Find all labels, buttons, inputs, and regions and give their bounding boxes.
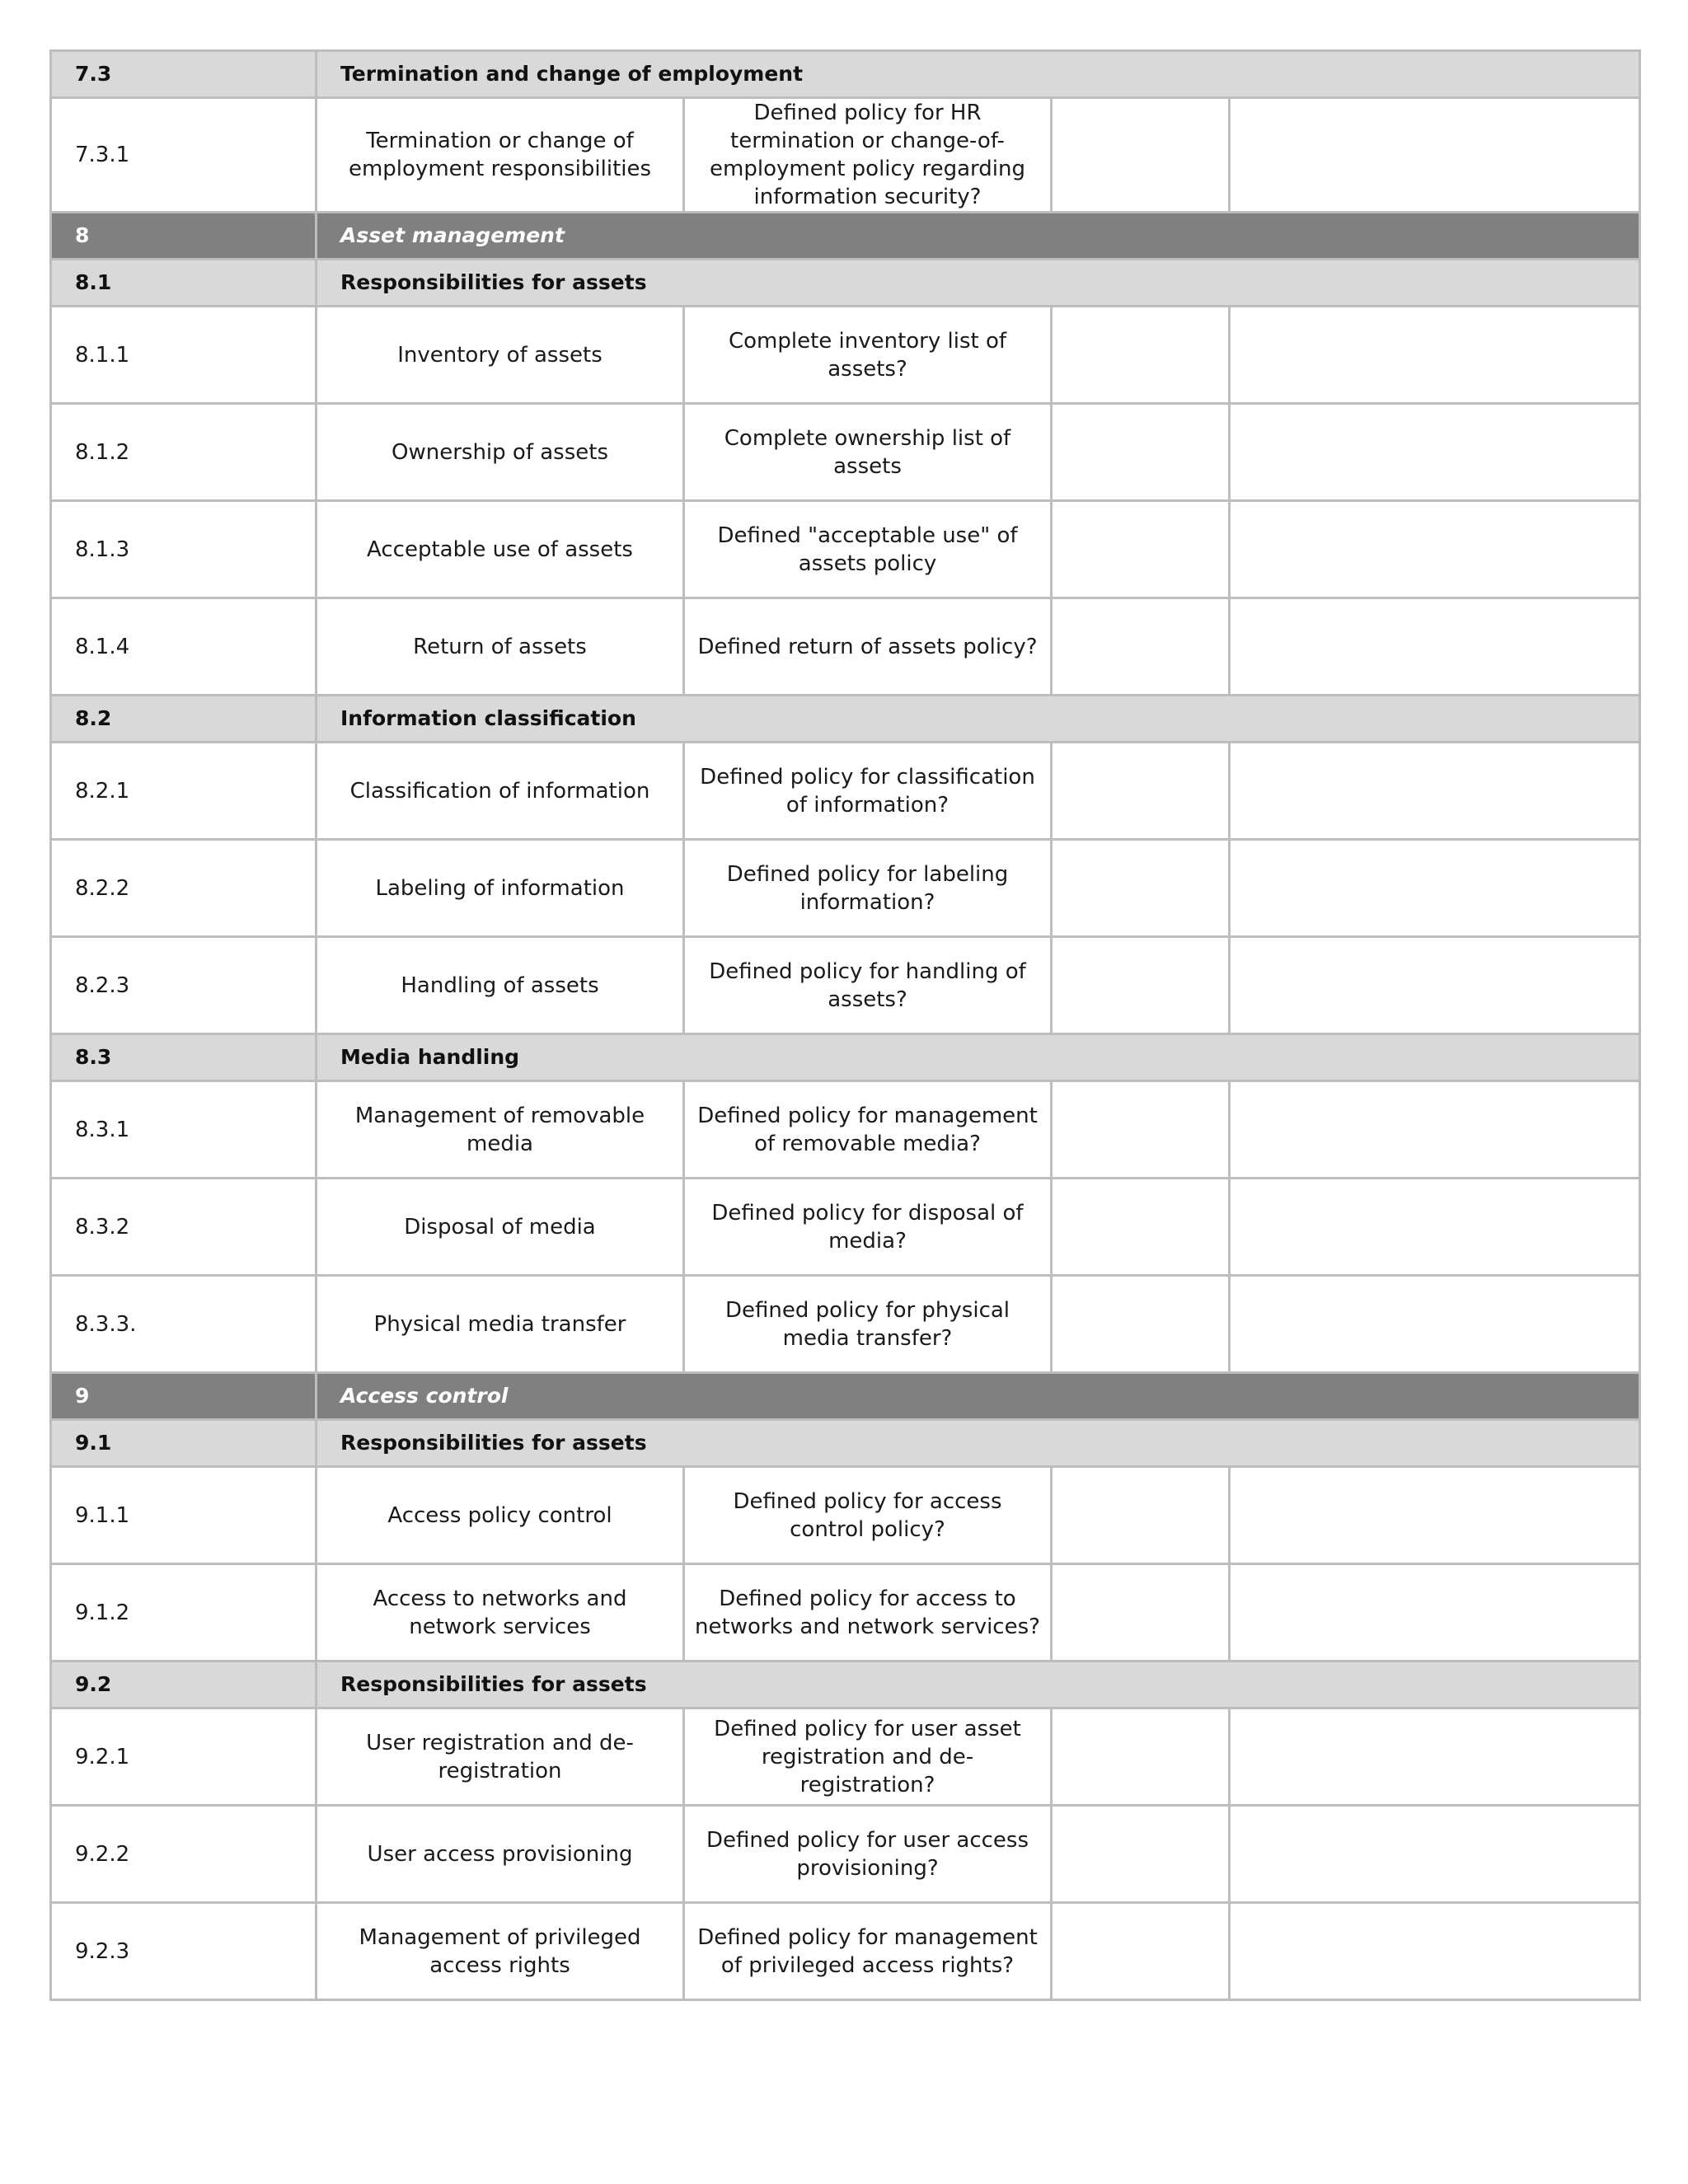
control-number: 8.2.2 <box>51 840 316 937</box>
control-name: Management of removable media <box>316 1081 684 1179</box>
control-name: Inventory of assets <box>316 307 684 404</box>
table-row <box>51 1564 1640 1661</box>
subsection-header-row <box>51 1034 1640 1081</box>
audit-checklist-table <box>49 49 1641 2001</box>
control-name: Physical media transfer <box>316 1276 684 1373</box>
audit-question: Defined policy for access to networks and network services? <box>684 1564 1052 1661</box>
status-cell[interactable] <box>1052 1806 1230 1903</box>
status-cell[interactable] <box>1052 598 1230 696</box>
subsection-number: 8.2 <box>51 696 316 743</box>
control-name: Disposal of media <box>316 1179 684 1276</box>
table-row <box>51 501 1640 598</box>
status-cell[interactable] <box>1052 937 1230 1034</box>
section-number: 8 <box>51 213 316 260</box>
audit-question: Defined policy for user access provisioning? <box>684 1806 1052 1903</box>
table-row <box>51 1081 1640 1179</box>
control-name: Access policy control <box>316 1467 684 1564</box>
notes-cell[interactable] <box>1230 598 1640 696</box>
audit-question: Defined return of assets policy? <box>684 598 1052 696</box>
section-header-row <box>51 1373 1640 1420</box>
notes-cell[interactable] <box>1230 1708 1640 1806</box>
subsection-header-row <box>51 696 1640 743</box>
control-name: Return of assets <box>316 598 684 696</box>
subsection-title: Responsibilities for assets <box>316 1420 1640 1467</box>
control-name: Labeling of information <box>316 840 684 937</box>
table-row <box>51 307 1640 404</box>
table-row <box>51 1708 1640 1806</box>
status-cell[interactable] <box>1052 1903 1230 2000</box>
status-cell[interactable] <box>1052 840 1230 937</box>
subsection-header-row <box>51 1661 1640 1708</box>
control-name: Acceptable use of assets <box>316 501 684 598</box>
notes-cell[interactable] <box>1230 1179 1640 1276</box>
section-header-row <box>51 213 1640 260</box>
subsection-title: Information classification <box>316 696 1640 743</box>
audit-question: Defined policy for HR termination or change-of-employment policy regarding information security? <box>684 98 1052 213</box>
subsection-number: 8.3 <box>51 1034 316 1081</box>
subsection-header-row <box>51 1420 1640 1467</box>
subsection-number: 9.1 <box>51 1420 316 1467</box>
control-number: 9.2.1 <box>51 1708 316 1806</box>
notes-cell[interactable] <box>1230 501 1640 598</box>
subsection-title: Media handling <box>316 1034 1640 1081</box>
notes-cell[interactable] <box>1230 404 1640 501</box>
audit-question: Defined policy for access control policy? <box>684 1467 1052 1564</box>
control-name: Classification of information <box>316 743 684 840</box>
control-number: 9.2.2 <box>51 1806 316 1903</box>
notes-cell[interactable] <box>1230 307 1640 404</box>
table-row <box>51 1179 1640 1276</box>
section-number: 9 <box>51 1373 316 1420</box>
status-cell[interactable] <box>1052 1276 1230 1373</box>
status-cell[interactable] <box>1052 98 1230 213</box>
notes-cell[interactable] <box>1230 1806 1640 1903</box>
status-cell[interactable] <box>1052 1564 1230 1661</box>
control-number: 8.3.3. <box>51 1276 316 1373</box>
control-name: User registration and de-registration <box>316 1708 684 1806</box>
table-row <box>51 1903 1640 2000</box>
audit-question: Defined policy for user asset registration and de-registration? <box>684 1708 1052 1806</box>
audit-question: Defined policy for management of removable media? <box>684 1081 1052 1179</box>
control-name: Access to networks and network services <box>316 1564 684 1661</box>
subsection-number: 7.3 <box>51 51 316 98</box>
section-title: Asset management <box>316 213 1640 260</box>
notes-cell[interactable] <box>1230 743 1640 840</box>
audit-question: Defined "acceptable use" of assets policy <box>684 501 1052 598</box>
audit-question: Complete inventory list of assets? <box>684 307 1052 404</box>
control-number: 9.1.1 <box>51 1467 316 1564</box>
notes-cell[interactable] <box>1230 937 1640 1034</box>
audit-question: Defined policy for physical media transfer? <box>684 1276 1052 1373</box>
control-name: Termination or change of employment responsibilities <box>316 98 684 213</box>
control-number: 8.2.3 <box>51 937 316 1034</box>
control-number: 7.3.1 <box>51 98 316 213</box>
audit-question: Defined policy for disposal of media? <box>684 1179 1052 1276</box>
control-name: Ownership of assets <box>316 404 684 501</box>
subsection-title: Termination and change of employment <box>316 51 1640 98</box>
notes-cell[interactable] <box>1230 1276 1640 1373</box>
notes-cell[interactable] <box>1230 1564 1640 1661</box>
control-number: 8.1.3 <box>51 501 316 598</box>
control-number: 9.2.3 <box>51 1903 316 2000</box>
control-number: 8.1.4 <box>51 598 316 696</box>
subsection-title: Responsibilities for assets <box>316 260 1640 307</box>
subsection-header-row <box>51 260 1640 307</box>
control-number: 8.2.1 <box>51 743 316 840</box>
status-cell[interactable] <box>1052 1467 1230 1564</box>
status-cell[interactable] <box>1052 1179 1230 1276</box>
table-row <box>51 840 1640 937</box>
table-row <box>51 1276 1640 1373</box>
table-row <box>51 404 1640 501</box>
table-row <box>51 743 1640 840</box>
audit-question: Complete ownership list of assets <box>684 404 1052 501</box>
notes-cell[interactable] <box>1230 98 1640 213</box>
control-name: Management of privileged access rights <box>316 1903 684 2000</box>
control-number: 8.3.2 <box>51 1179 316 1276</box>
audit-question: Defined policy for labeling information? <box>684 840 1052 937</box>
audit-question: Defined policy for classification of information? <box>684 743 1052 840</box>
table-row <box>51 98 1640 213</box>
subsection-header-row <box>51 51 1640 98</box>
notes-cell[interactable] <box>1230 1081 1640 1179</box>
table-row <box>51 598 1640 696</box>
table-row <box>51 937 1640 1034</box>
table-row <box>51 1806 1640 1903</box>
notes-cell[interactable] <box>1230 840 1640 937</box>
subsection-number: 9.2 <box>51 1661 316 1708</box>
status-cell[interactable] <box>1052 307 1230 404</box>
table-body <box>51 51 1640 2000</box>
subsection-number: 8.1 <box>51 260 316 307</box>
status-cell[interactable] <box>1052 501 1230 598</box>
status-cell[interactable] <box>1052 404 1230 501</box>
control-name: Handling of assets <box>316 937 684 1034</box>
status-cell[interactable] <box>1052 1708 1230 1806</box>
control-number: 8.1.1 <box>51 307 316 404</box>
control-number: 9.1.2 <box>51 1564 316 1661</box>
control-number: 8.3.1 <box>51 1081 316 1179</box>
audit-question: Defined policy for handling of assets? <box>684 937 1052 1034</box>
control-number: 8.1.2 <box>51 404 316 501</box>
subsection-title: Responsibilities for assets <box>316 1661 1640 1708</box>
status-cell[interactable] <box>1052 743 1230 840</box>
notes-cell[interactable] <box>1230 1467 1640 1564</box>
status-cell[interactable] <box>1052 1081 1230 1179</box>
section-title: Access control <box>316 1373 1640 1420</box>
control-name: User access provisioning <box>316 1806 684 1903</box>
notes-cell[interactable] <box>1230 1903 1640 2000</box>
table-row <box>51 1467 1640 1564</box>
audit-question: Defined policy for management of privileged access rights? <box>684 1903 1052 2000</box>
